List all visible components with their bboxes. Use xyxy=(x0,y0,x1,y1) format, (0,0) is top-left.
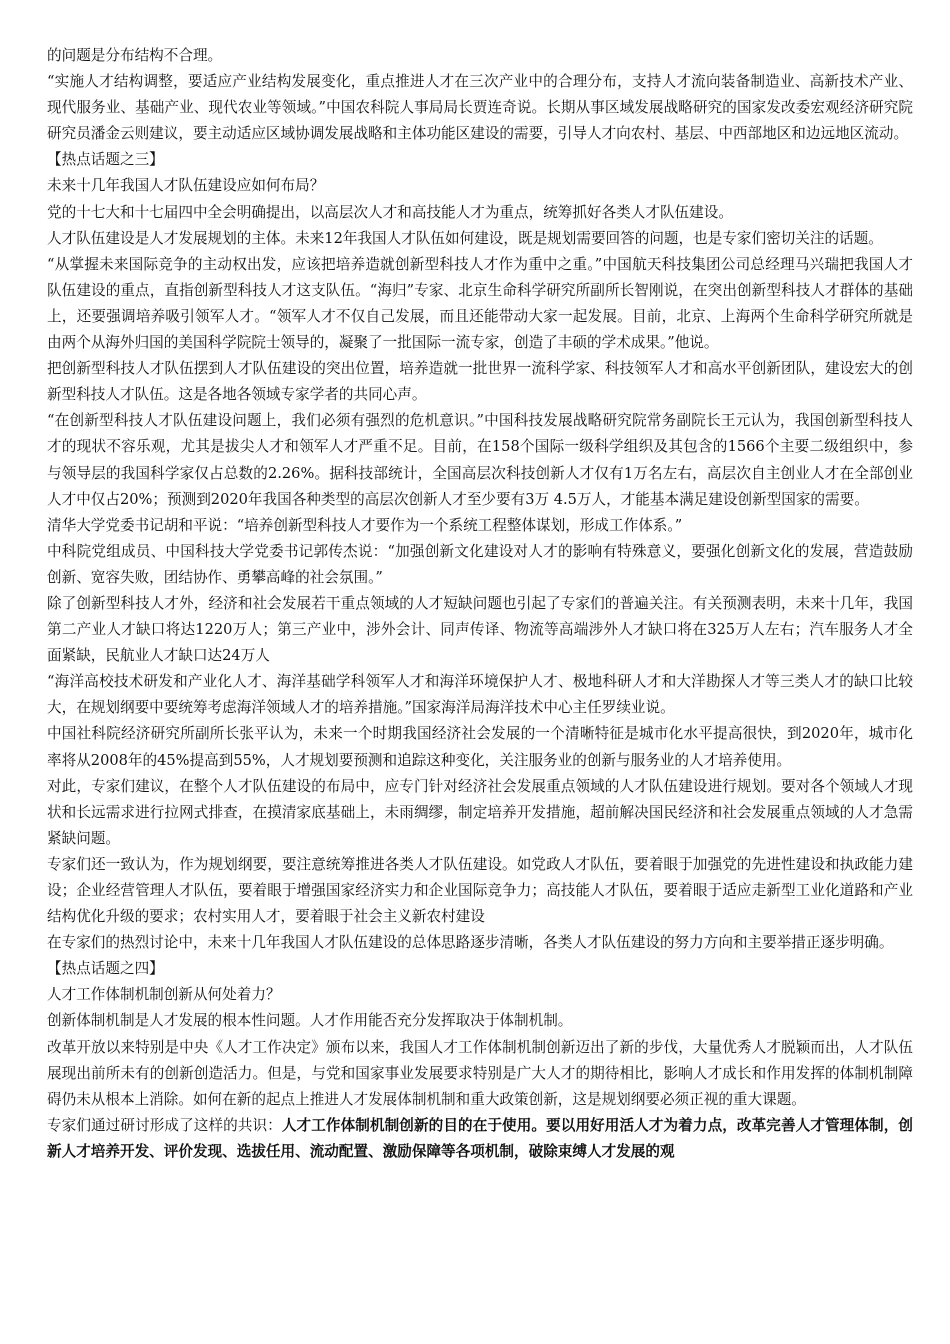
paragraph-7: “从掌握未来国际竞争的主动权出发，应该把培养造就创新型科技人才作为重中之重。”中国航天科技集团公司总经理马兴瑞把我国人才队伍建设的重点，直指创新型科技人才这支队伍。“海归”专家、北京生命科学研究所副所长智刚说，在突出创新型科技人才群体的基础上，还要强调培养吸引领军人才。“领军人才不仅自己发展，而且还能带动大家一起发展。目前，北京、上海两个生命科学研究所就是由两个从海外归国的美国科学院院士领导的，凝聚了一批国际一流专家，创造了丰硕的学术成果。”他说。 xyxy=(47,255,913,352)
paragraph-21: 改革开放以来特别是中央《人才工作决定》颁布以来，我国人才工作体制机制创新迈出了新的步伐，大量优秀人才脱颖而出，人才队伍展现出前所未有的创新创造活力。但是，与党和国家事业发展要求特别是广大人才的期待相比，影响人才成长和作用发挥的体制机制障碍仍未从根本上消除。如何在新的起点上推进人才发展体制机制和重大政策创新，这是规划纲要必须正视的重大课题。 xyxy=(47,1038,913,1108)
paragraph-10: 清华大学党委书记胡和平说：“培养创新型科技人才要作为一个系统工程整体谋划，形成工作体系。” xyxy=(47,516,683,534)
paragraph-final xyxy=(47,1113,913,1165)
paragraph-20: 创新体制机制是人才发展的根本性问题。人才作用能否充分发挥取决于体制机制。 xyxy=(47,1012,573,1030)
paragraph-1: 的问题是分布结构不合理。 xyxy=(47,47,223,64)
paragraph-11: 中科院党组成员、中国科技大学党委书记郭传杰说：“加强创新文化建设对人才的影响有特殊意义，要强化创新文化的发展，营造鼓励创新、宽容失败，团结协作、勇攀高峰的社会氛围。” xyxy=(47,542,913,586)
final-paragraph-lead: 专家们通过研讨形成了这样的共识： xyxy=(47,1116,282,1134)
paragraph-17: 在专家们的热烈讨论中，未来十几年我国人才队伍建设的总体思路逐步清晰，各类人才队伍建设的努力方向和主要举措正逐步明确。 xyxy=(47,934,894,952)
document-page xyxy=(47,43,913,1165)
paragraph-8: 把创新型科技人才队伍摆到人才队伍建设的突出位置，培养造就一批世界一流科学家、科技领军人才和高水平创新团队，建设宏大的创新型科技人才队伍。这是各地各领域专家学者的共同心声。 xyxy=(47,360,913,404)
paragraph-14: 中国社科院经济研究所副所长张平认为，未来一个时期我国经济社会发展的一个清晰特征是城市化水平提高很快，到2020年，城市化率将从2008年的45%提高到55%，人才规划要预测和追踪这种变化，关注服务业的创新与服务业的人才培养使用。 xyxy=(47,725,913,769)
section-heading-3: 【热点话题之三】 xyxy=(47,151,164,169)
paragraph-12: 除了创新型科技人才外，经济和社会发展若干重点领域的人才短缺问题也引起了专家们的普遍关注。有关预测表明，未来十几年，我国第二产业人才缺口将达1220万人；第三产业中，涉外会计、同声传译、物流等高端涉外人才缺口将在325万人左右；汽车服务人才全面紧缺，民航业人才缺口达24万人 xyxy=(47,594,913,665)
paragraph-5: 党的十七大和十七届四中全会明确提出，以高层次人才和高技能人才为重点，统筹抓好各类人才队伍建设。 xyxy=(47,203,733,221)
paragraph-9: “在创新型科技人才队伍建设问题上，我们必须有强烈的危机意识。”中国科技发展战略研究院常务副院长王元认为，我国创新型科技人才的现状不容乐观，尤其是拔尖人才和领军人才严重不足。目前，在158个国际一级科学组织及其包含的1566个主要二级组织中，参与领导层的我国科学家仅占总数的2.26%。据科技部统计，全国高层次科技创新人才仅有1万名左右，高层次自主创业人才在全部创业人才中仅占20%；预测到2020年我国各种类型的高层次创新人才至少要有3万 4.5万人，才能基本满足建设创新型国家的需要。 xyxy=(47,412,913,508)
paragraph-15: 对此，专家们建议，在整个人才队伍建设的布局中，应专门针对经济社会发展重点领域的人才队伍建设进行规划。要对各个领域人才现状和长远需求进行拉网式排查，在摸清家底基础上，未雨绸缪，制定培养开发措施，超前解决国民经济和社会发展重点领域的人才急需紧缺问题。 xyxy=(47,777,913,847)
section-heading-4: 【热点话题之四】 xyxy=(47,960,164,978)
paragraph-2: “实施人才结构调整，要适应产业结构发展变化，重点推进人才在三次产业中的合理分布，支持人才流向装备制造业、高新技术产业、现代服务业、基础产业、现代农业等领域。”中国农科院人事局局长贾连奇说。长期从事区域发展战略研究的国家发改委宏观经济研究院研究员潘金云则建议，要主动适应区域协调发展战略和主体功能区建设的需要，引导人才向农村、基层、中西部地区和边远地区流动。 xyxy=(47,73,913,143)
final-paragraph-bold-text: 人才工作体制机制创新的目的在于使用。要以用好用活人才为着力点，改革完善人才管理体制，创新人才培养开发、评价发现、选拔任用、流动配置、激励保障等各项机制，破除束缚人才发展的观 xyxy=(47,1116,913,1160)
paragraph-13: “海洋高校技术研发和产业化人才、海洋基础学科领军人才和海洋环境保护人才、极地科研人才和大洋勘探人才等三类人才的缺口比较大，在规划纲要中要统筹考虑海洋领域人才的培养措施。”国家海洋局海洋技术中心主任罗续业说。 xyxy=(47,673,913,717)
paragraph-6: 人才队伍建设是人才发展规划的主体。未来12年我国人才队伍如何建设，既是规划需要回答的问题，也是专家们密切关注的话题。 xyxy=(47,229,883,247)
paragraph-16: 专家们还一致认为，作为规划纲要，要注意统筹推进各类人才队伍建设。如党政人才队伍，要着眼于加强党的先进性建设和执政能力建设；企业经营管理人才队伍，要着眼于增强国家经济实力和企业国际竞争力；高技能人才队伍，要着眼于适应走新型工业化道路和产业结构优化升级的要求；农村实用人才，要着眼于社会主义新农村建设 xyxy=(47,855,913,926)
section-question-3: 未来十几年我国人才队伍建设应如何布局？ xyxy=(47,177,325,195)
section-question-4: 人才工作体制机制创新从何处着力？ xyxy=(47,986,281,1004)
